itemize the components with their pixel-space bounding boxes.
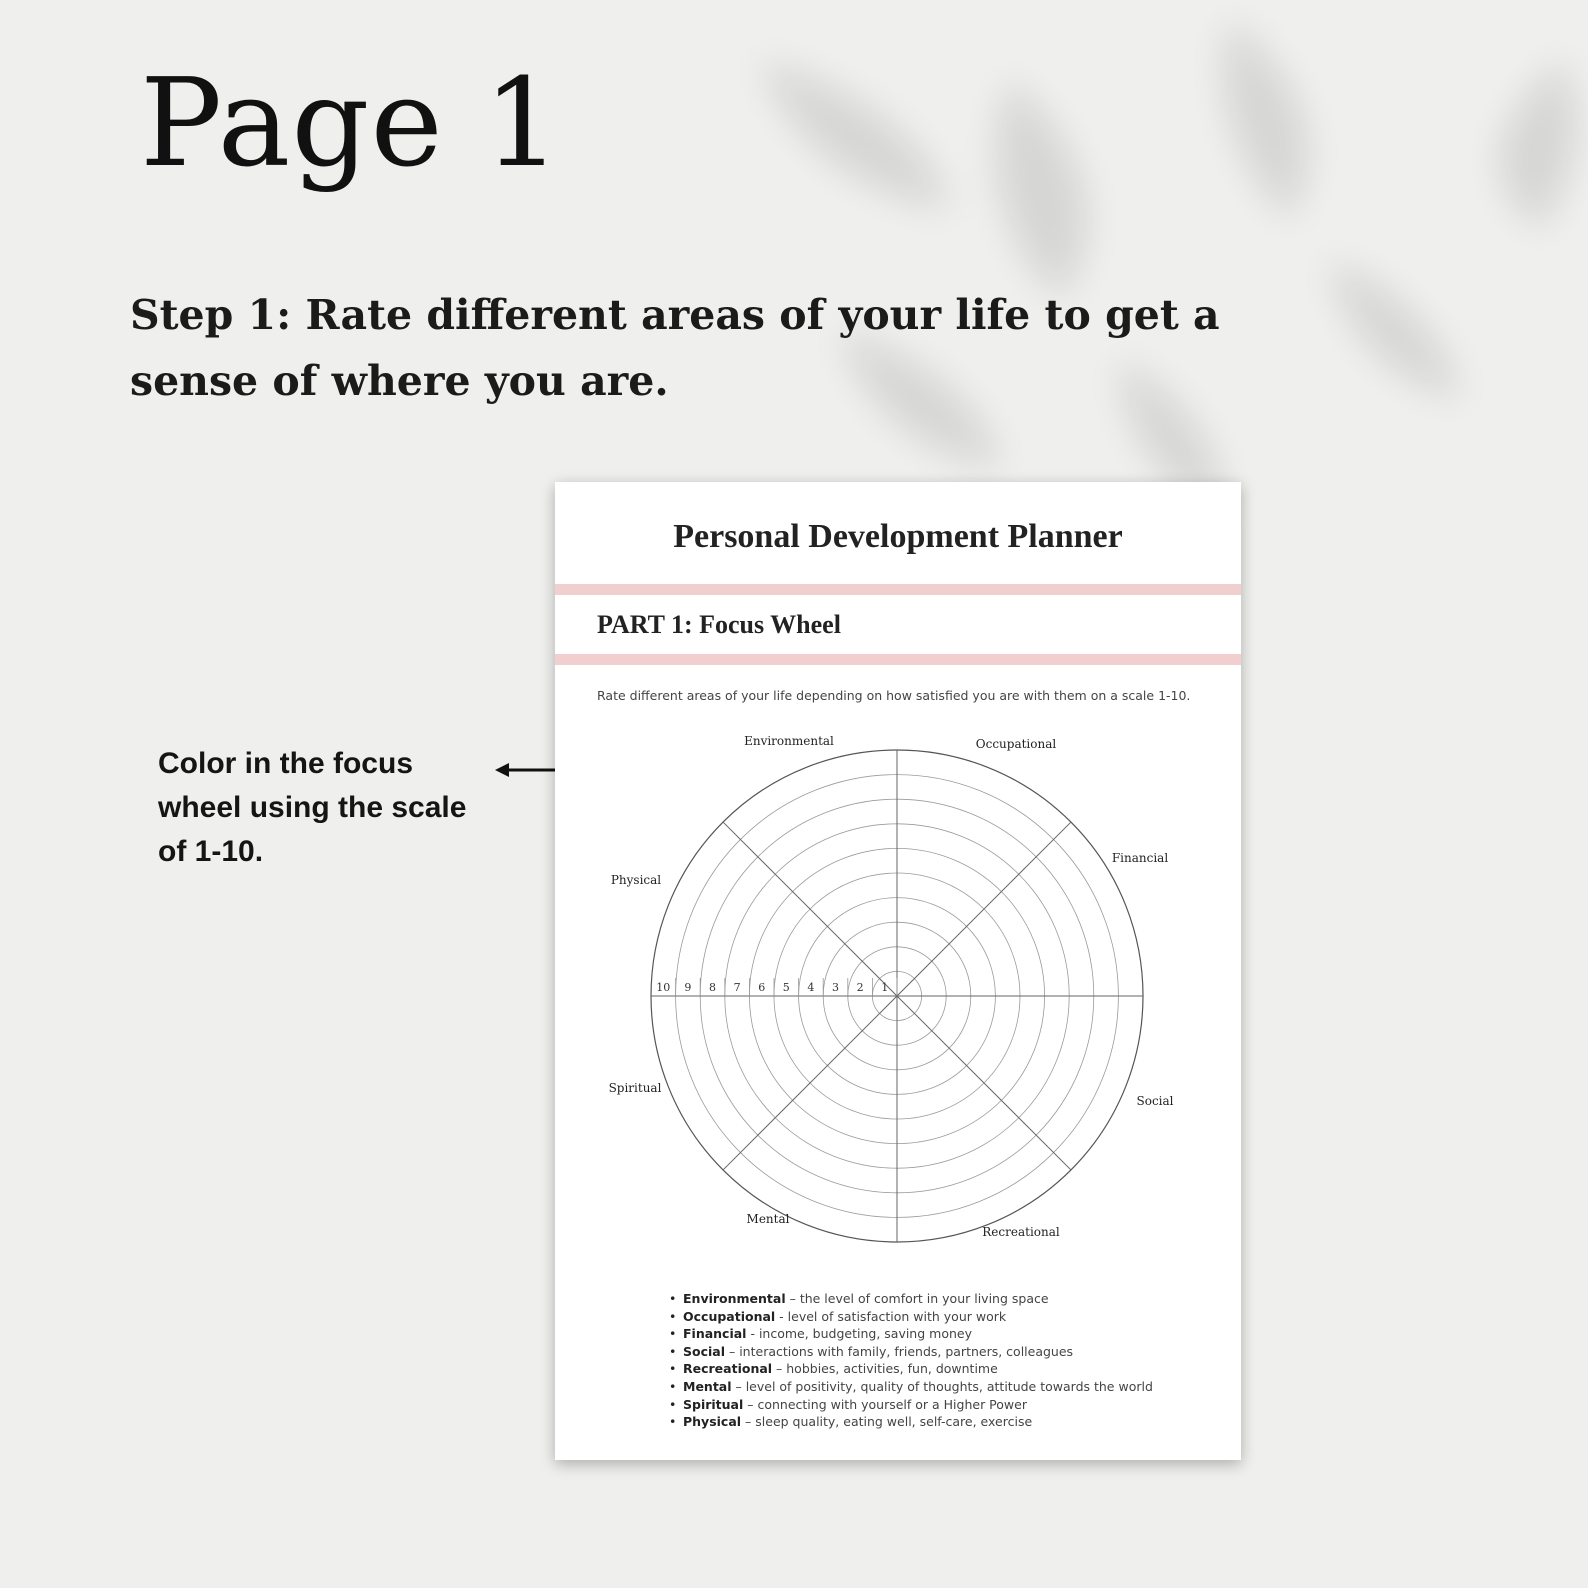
label-financial: Financial bbox=[1111, 851, 1169, 865]
legend-item bbox=[669, 1396, 1153, 1414]
accent-bar-top bbox=[555, 584, 1241, 595]
part-title: PART 1: Focus Wheel bbox=[597, 610, 841, 639]
label-recreational: Recreational bbox=[982, 1225, 1060, 1239]
label-social: Social bbox=[1136, 1094, 1174, 1108]
accent-bar-bottom bbox=[555, 654, 1241, 665]
legend-description: - income, budgeting, saving money bbox=[746, 1326, 972, 1342]
legend-term: Occupational bbox=[683, 1308, 776, 1324]
label-mental: Mental bbox=[746, 1212, 790, 1226]
legend-description: – sleep quality, eating well, self-care, exercise bbox=[741, 1414, 1033, 1430]
legend-item bbox=[669, 1360, 1153, 1378]
label-occupational: Occupational bbox=[975, 737, 1057, 751]
planner-title: Personal Development Planner bbox=[673, 518, 1123, 555]
legend-description: – the level of comfort in your living space bbox=[785, 1291, 1049, 1306]
page-title: Page 1 bbox=[140, 52, 563, 194]
legend-item bbox=[669, 1343, 1153, 1361]
scale-number: 8 bbox=[709, 981, 716, 994]
bullet-icon: • bbox=[669, 1291, 677, 1306]
wheel-scale bbox=[656, 978, 897, 996]
legend-term: Social bbox=[683, 1343, 726, 1359]
legend-term: Mental bbox=[683, 1378, 732, 1394]
legend-term: Financial bbox=[683, 1326, 747, 1342]
bullet-icon: • bbox=[669, 1308, 677, 1324]
legend-item bbox=[669, 1290, 1153, 1308]
label-environmental: Environmental bbox=[744, 734, 834, 748]
legend-description: – connecting with yourself or a Higher Power bbox=[743, 1396, 1027, 1412]
scale-number: 9 bbox=[684, 981, 692, 994]
legend-term: Spiritual bbox=[683, 1396, 744, 1412]
legend-item bbox=[669, 1325, 1153, 1343]
callout-note: Color in the focus wheel using the scale of 1-10. bbox=[158, 747, 467, 868]
scale-number: 10 bbox=[656, 981, 671, 994]
legend-description: – level of positivity, quality of thoughts, attitude towards the world bbox=[731, 1378, 1153, 1394]
scale-number: 5 bbox=[782, 981, 790, 994]
step-instruction: Step 1: Rate different areas of your life to get a sense of where you are. bbox=[130, 291, 1220, 405]
label-physical: Physical bbox=[610, 873, 662, 887]
legend-item bbox=[669, 1413, 1153, 1431]
scale-number: 3 bbox=[832, 981, 839, 994]
scale-number: 7 bbox=[733, 981, 741, 994]
bullet-icon: • bbox=[669, 1361, 677, 1377]
planner-sheet bbox=[555, 482, 1241, 1460]
area-legend bbox=[669, 1290, 1153, 1431]
bullet-icon: • bbox=[669, 1326, 677, 1342]
legend-item bbox=[669, 1378, 1153, 1396]
bullet-icon: • bbox=[669, 1343, 677, 1359]
scale-number: 4 bbox=[807, 981, 815, 994]
legend-term: Physical bbox=[683, 1414, 742, 1430]
legend-term: Recreational bbox=[683, 1361, 773, 1377]
bullet-icon: • bbox=[669, 1378, 677, 1394]
wheel-instruction: Rate different areas of your life depending on how satisfied you are with them on a scale 1-10. bbox=[597, 688, 1191, 703]
legend-description: - level of satisfaction with your work bbox=[775, 1308, 1007, 1324]
label-spiritual: Spiritual bbox=[608, 1081, 662, 1095]
legend-term: Environmental bbox=[683, 1291, 786, 1306]
scale-number: 2 bbox=[856, 981, 864, 994]
scale-number: 1 bbox=[881, 981, 889, 994]
bullet-icon: • bbox=[669, 1396, 677, 1412]
scale-number: 6 bbox=[758, 981, 766, 994]
legend-description: – hobbies, activities, fun, downtime bbox=[772, 1361, 998, 1377]
bullet-icon: • bbox=[669, 1414, 677, 1430]
legend-description: – interactions with family, friends, partners, colleagues bbox=[725, 1343, 1074, 1359]
legend-item bbox=[669, 1308, 1153, 1326]
focus-wheel bbox=[555, 722, 1241, 1252]
